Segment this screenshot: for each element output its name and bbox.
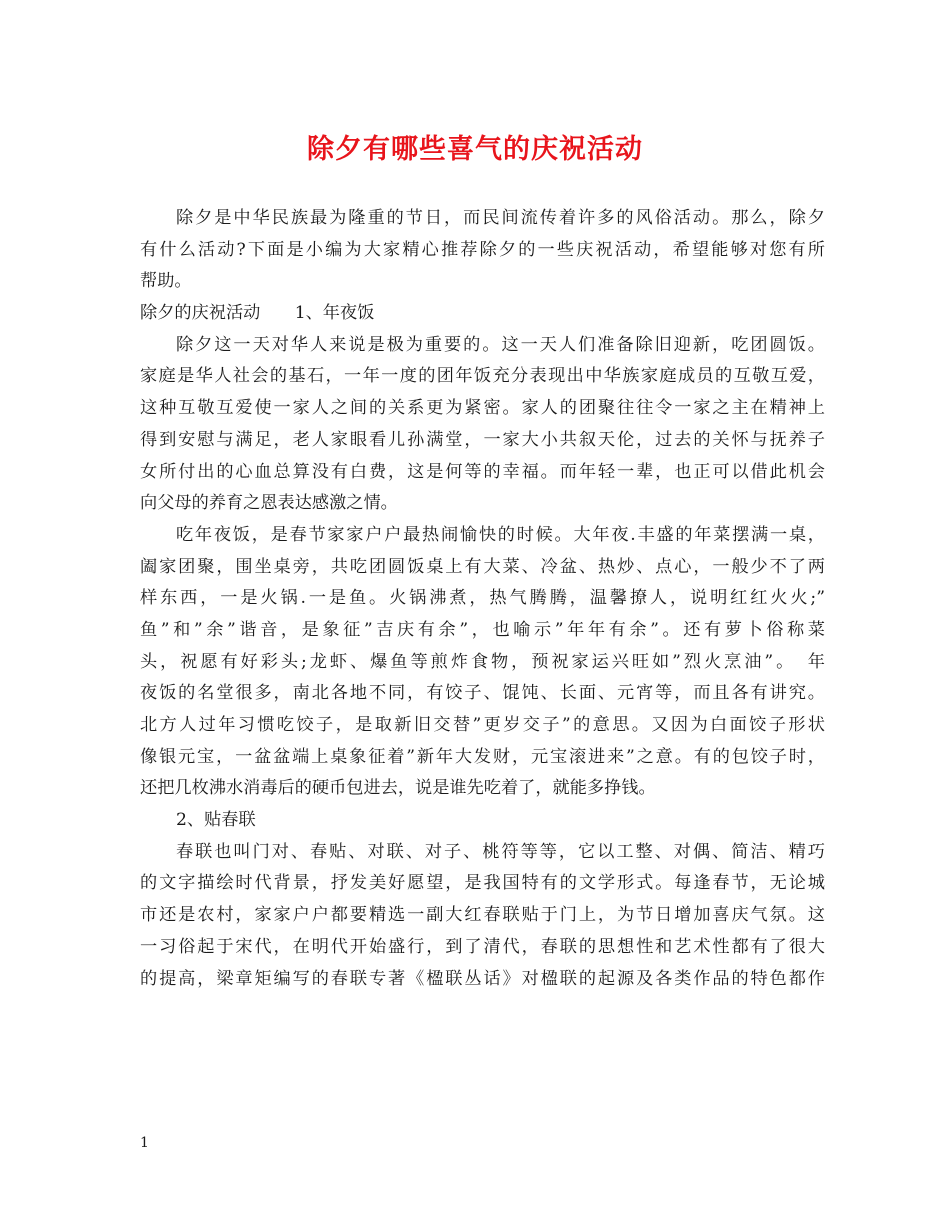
- text-line: 像银元宝，一盆盆端上桌象征着”新年大发财，元宝滚进来”之意。有的包饺子时，: [140, 746, 825, 767]
- text-line: 北方人过年习惯吃饺子，是取新旧交替”更岁交子”的意思。又因为白面饺子形状: [140, 715, 825, 735]
- text-line: 的文字描绘时代背景，抒发美好愿望，是我国特有的文学形式。每逢春节，无论城: [140, 873, 825, 894]
- text-line: 有什么活动?下面是小编为大家精心推荐除夕的一些庆祝活动，希望能够对您有所: [140, 239, 825, 260]
- text-line: 除夕是中华民族最为隆重的节日，而民间流传着许多的风俗活动。那么，除夕: [176, 208, 825, 228]
- text-line: 一习俗起于宋代，在明代开始盛行，到了清代，春联的思想性和艺术性都有了很大: [140, 936, 825, 957]
- text-line: 向父母的养育之恩表达感激之情。: [140, 493, 398, 514]
- page-number: 1: [140, 1135, 149, 1151]
- text-line: 鱼”和”余”谐音，是象征”吉庆有余”，也喻示”年年有余”。还有萝卜俗称菜: [140, 619, 825, 640]
- text-line: 得到安慰与满足，老人家眼看儿孙满堂，一家大小共叙天伦，过去的关怀与抚养子: [140, 429, 825, 450]
- text-line: 春联也叫门对、春贴、对联、对子、桃符等等，它以工整、对偶、简洁、精巧: [176, 841, 825, 862]
- text-line: 除夕这一天对华人来说是极为重要的。这一天人们准备除旧迎新，吃团圆饭。: [176, 334, 825, 355]
- text-line: 2、贴春联: [176, 810, 256, 831]
- text-line: 这种互敬互爱使一家人之间的关系更为紧密。家人的团聚往往令一家之主在精神上: [140, 398, 825, 419]
- text-line: 头，祝愿有好彩头;龙虾、爆鱼等煎炸食物，预祝家运兴旺如”烈火烹油”。 年: [140, 651, 825, 672]
- text-line: 样东西，一是火锅.一是鱼。火锅沸煮，热气腾腾，温馨撩人，说明红红火火;”: [140, 588, 825, 609]
- article-body: [140, 203, 825, 995]
- page-title: 除夕有哪些喜气的庆祝活动: [307, 134, 643, 165]
- text-line: 阖家团聚，围坐桌旁，共吃团圆饭桌上有大菜、冷盆、热炒、点心，一般少不了两: [140, 556, 825, 577]
- text-line: 女所付出的心血总算没有白费，这是何等的幸福。而年轻一辈，也正可以借此机会: [140, 461, 825, 482]
- text-line: 夜饭的名堂很多，南北各地不同，有饺子、馄饨、长面、元宵等，而且各有讲究。: [140, 683, 825, 704]
- text-line: 家庭是华人社会的基石，一年一度的团年饭充分表现出中华族家庭成员的互敬互爱，: [140, 366, 825, 387]
- text-line: 市还是农村，家家户户都要精选一副大红春联贴于门上，为节日增加喜庆气氛。这: [140, 905, 825, 926]
- text-line: 吃年夜饭，是春节家家户户最热闹愉快的时候。大年夜.丰盛的年菜摆满一桌，: [176, 524, 825, 545]
- text-line: 还把几枚沸水消毒后的硬币包进去，说是谁先吃着了，就能多挣钱。: [140, 778, 656, 799]
- text-line: 除夕的庆祝活动 1、年夜饭: [140, 303, 375, 324]
- text-line: 的提高，梁章矩编写的春联专著《楹联丛话》对楹联的起源及各类作品的特色都作: [140, 968, 825, 989]
- text-line: 帮助。: [140, 271, 192, 292]
